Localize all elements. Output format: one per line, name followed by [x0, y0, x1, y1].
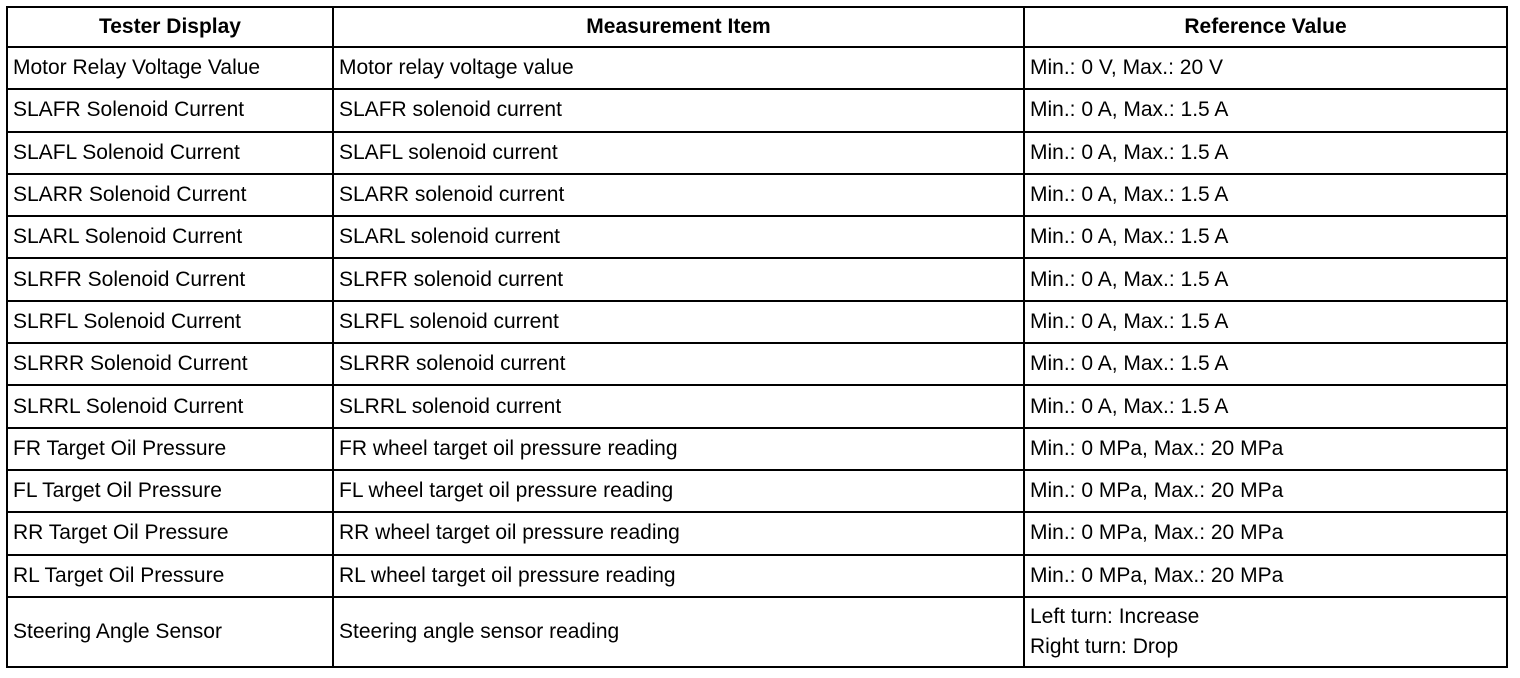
reference-value-line: Min.: 0 A, Max.: 1.5 A — [1030, 267, 1229, 291]
table-row — [7, 597, 1507, 667]
header-row — [7, 7, 1507, 47]
table-header — [7, 7, 1507, 47]
cell-tester-display: SLARL Solenoid Current — [7, 216, 333, 258]
table-row — [7, 343, 1507, 385]
cell-tester-display: SLAFL Solenoid Current — [7, 132, 333, 174]
cell-reference-value — [1024, 258, 1507, 300]
cell-measurement-item: Motor relay voltage value — [333, 47, 1024, 89]
table-row — [7, 174, 1507, 216]
header-tester-display: Tester Display — [7, 7, 333, 47]
cell-tester-display: SLRRR Solenoid Current — [7, 343, 333, 385]
cell-tester-display: FR Target Oil Pressure — [7, 428, 333, 470]
reference-value-line: Min.: 0 V, Max.: 20 V — [1030, 56, 1223, 80]
table-row — [7, 512, 1507, 554]
reference-value-line: Min.: 0 A, Max.: 1.5 A — [1030, 225, 1229, 249]
cell-tester-display: SLARR Solenoid Current — [7, 174, 333, 216]
reference-value-line: Min.: 0 A, Max.: 1.5 A — [1030, 394, 1229, 418]
cell-reference-value — [1024, 385, 1507, 427]
cell-tester-display: SLRFL Solenoid Current — [7, 301, 333, 343]
header-measurement-item: Measurement Item — [333, 7, 1024, 47]
cell-reference-value — [1024, 301, 1507, 343]
cell-measurement-item: SLAFR solenoid current — [333, 89, 1024, 131]
table-row — [7, 216, 1507, 258]
cell-reference-value — [1024, 470, 1507, 512]
reference-value-line: Left turn: Increase — [1030, 604, 1200, 628]
reference-value-line: Min.: 0 MPa, Max.: 20 MPa — [1030, 479, 1284, 503]
data-list-table — [6, 6, 1508, 668]
table-row — [7, 258, 1507, 300]
cell-reference-value — [1024, 47, 1507, 89]
table-row — [7, 555, 1507, 597]
cell-reference-value — [1024, 597, 1507, 667]
cell-reference-value — [1024, 428, 1507, 470]
table-row — [7, 470, 1507, 512]
reference-value-line: Min.: 0 MPa, Max.: 20 MPa — [1030, 563, 1284, 587]
cell-tester-display: SLRRL Solenoid Current — [7, 385, 333, 427]
reference-value-line: Min.: 0 A, Max.: 1.5 A — [1030, 183, 1229, 207]
cell-measurement-item: SLRRR solenoid current — [333, 343, 1024, 385]
cell-measurement-item: RR wheel target oil pressure reading — [333, 512, 1024, 554]
cell-tester-display: SLRFR Solenoid Current — [7, 258, 333, 300]
reference-value-line: Min.: 0 A, Max.: 1.5 A — [1030, 309, 1229, 333]
cell-tester-display: SLAFR Solenoid Current — [7, 89, 333, 131]
cell-measurement-item: SLRFR solenoid current — [333, 258, 1024, 300]
reference-value-line: Min.: 0 MPa, Max.: 20 MPa — [1030, 521, 1284, 545]
table-row — [7, 132, 1507, 174]
cell-measurement-item: SLARL solenoid current — [333, 216, 1024, 258]
cell-measurement-item: FR wheel target oil pressure reading — [333, 428, 1024, 470]
reference-value-line: Min.: 0 A, Max.: 1.5 A — [1030, 140, 1229, 164]
cell-reference-value — [1024, 174, 1507, 216]
cell-reference-value — [1024, 512, 1507, 554]
cell-reference-value — [1024, 89, 1507, 131]
cell-measurement-item: SLRRL solenoid current — [333, 385, 1024, 427]
cell-measurement-item: SLAFL solenoid current — [333, 132, 1024, 174]
cell-tester-display: FL Target Oil Pressure — [7, 470, 333, 512]
cell-tester-display: Motor Relay Voltage Value — [7, 47, 333, 89]
header-reference-value: Reference Value — [1024, 7, 1507, 47]
table-row — [7, 47, 1507, 89]
reference-value-line: Right turn: Drop — [1030, 634, 1179, 658]
table-row — [7, 301, 1507, 343]
cell-measurement-item: Steering angle sensor reading — [333, 597, 1024, 667]
reference-value-line: Min.: 0 A, Max.: 1.5 A — [1030, 352, 1229, 376]
table-row — [7, 385, 1507, 427]
cell-reference-value — [1024, 343, 1507, 385]
cell-tester-display: RL Target Oil Pressure — [7, 555, 333, 597]
cell-measurement-item: FL wheel target oil pressure reading — [333, 470, 1024, 512]
cell-reference-value — [1024, 132, 1507, 174]
cell-reference-value — [1024, 216, 1507, 258]
table-body — [7, 47, 1507, 667]
reference-value-line: Min.: 0 MPa, Max.: 20 MPa — [1030, 436, 1284, 460]
cell-tester-display: RR Target Oil Pressure — [7, 512, 333, 554]
cell-measurement-item: RL wheel target oil pressure reading — [333, 555, 1024, 597]
reference-value-line: Min.: 0 A, Max.: 1.5 A — [1030, 98, 1229, 122]
cell-measurement-item: SLRFL solenoid current — [333, 301, 1024, 343]
table-row — [7, 89, 1507, 131]
table-row — [7, 428, 1507, 470]
cell-tester-display: Steering Angle Sensor — [7, 597, 333, 667]
cell-measurement-item: SLARR solenoid current — [333, 174, 1024, 216]
cell-reference-value — [1024, 555, 1507, 597]
